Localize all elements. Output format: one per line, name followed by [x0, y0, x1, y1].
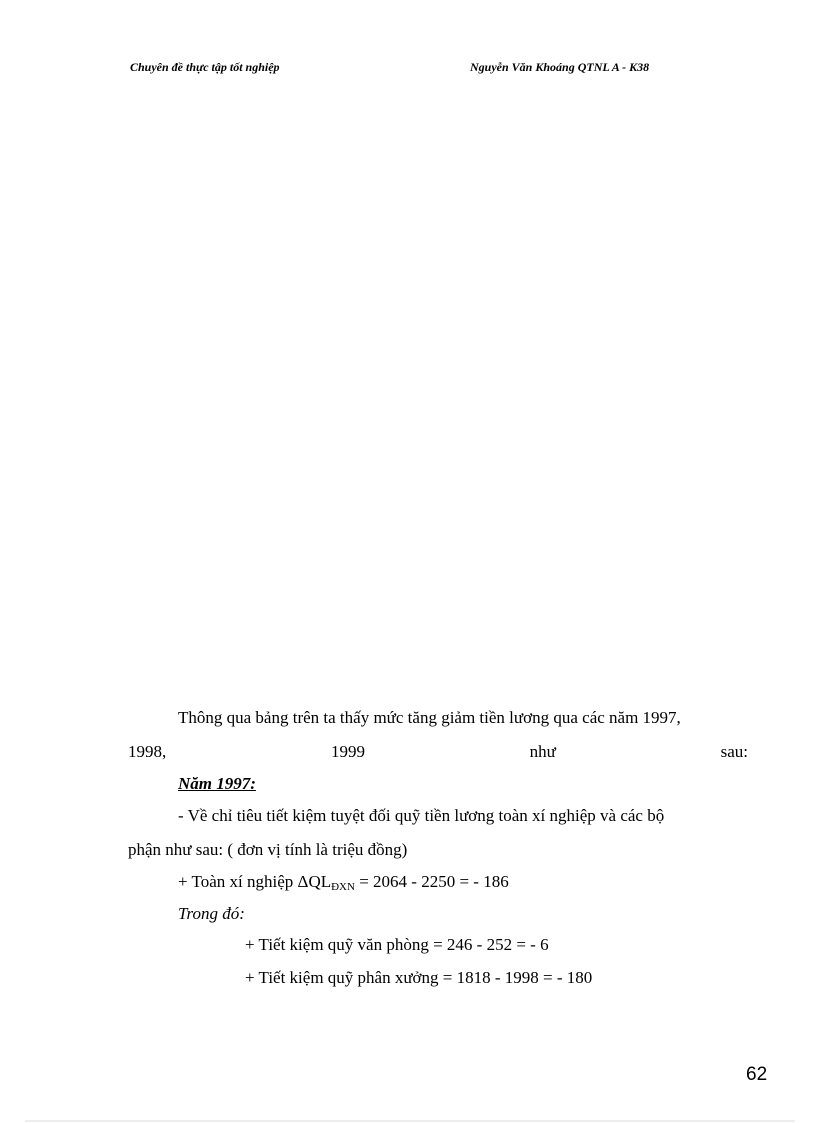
paragraph-line: phận như sau: ( đơn vị tính là triệu đồng)	[128, 840, 408, 859]
paragraph-line: Thông qua bảng trên ta thấy mức tăng giảm tiền lương qua các năm 1997,	[178, 708, 681, 727]
word: như	[529, 742, 556, 761]
header-left: Chuyên đề thực tập tốt nghiệp	[130, 60, 280, 74]
list-item: + Tiết kiệm quỹ phân xưởng = 1818 - 1998 = - 180	[245, 968, 593, 987]
bottom-divider	[25, 1120, 795, 1122]
formula-line	[178, 872, 509, 893]
paragraph-line: - Về chỉ tiêu tiết kiệm tuyệt đối quỹ tiền lương toàn xí nghiệp và các bộ	[178, 806, 665, 825]
list-item: + Tiết kiệm quỹ văn phòng = 246 - 252 = - 6	[245, 935, 549, 954]
word: sau:	[720, 742, 748, 761]
paragraph-line-justified	[128, 742, 748, 762]
header-right: Nguyễn Văn Khoáng QTNL A - K38	[470, 60, 650, 74]
trong-do-label: Trong đó:	[178, 904, 245, 923]
formula-rest: = 2064 - 2250 = - 186	[354, 872, 509, 891]
formula-subscript: ĐXN	[331, 881, 355, 893]
word: 1999	[330, 742, 365, 761]
page-number: 62	[746, 1064, 768, 1085]
word: 1998,	[128, 742, 167, 761]
formula-prefix: + Toàn xí nghiệp ΔQL	[178, 872, 332, 891]
section-heading: Năm 1997:	[178, 774, 256, 793]
